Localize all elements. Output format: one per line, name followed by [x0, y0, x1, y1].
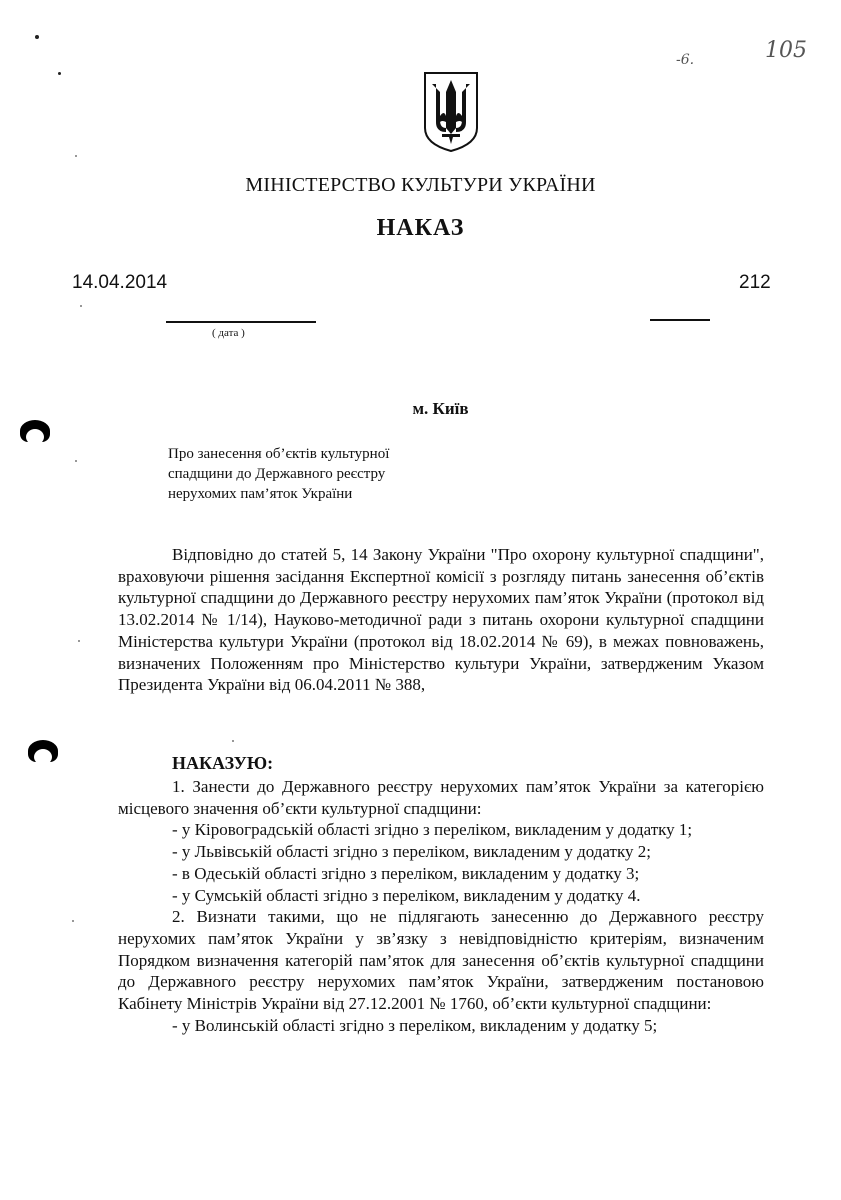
order-points	[118, 776, 764, 1036]
document-type-title: НАКАЗ	[376, 215, 465, 241]
order-heading: НАКАЗУЮ:	[172, 753, 274, 773]
order-subject	[168, 444, 389, 504]
point-1-item: - в Одеській області згідно з переліком, викладеним у додатку 3;	[172, 863, 640, 883]
scan-speck	[232, 740, 234, 742]
order-date: 14.04.2014	[72, 272, 168, 293]
date-underline	[166, 321, 316, 323]
handwritten-mark: -6.	[676, 52, 695, 68]
city-label: м. Київ	[412, 399, 469, 418]
scan-speck	[35, 35, 39, 39]
handwritten-page-number: 105	[765, 38, 807, 63]
scan-speck	[72, 920, 74, 922]
number-underline	[650, 319, 710, 321]
point-2: 2. Визнати такими, що не підлягають занесенню до Державного реєстру нерухомих пам’яток України у зв’язку з невідповідністю критеріям, визначеним Порядком визначення категорій пам’яток для занесення об’єктів культурної спадщини до Державного реєстру нерухомих пам’яток України, затвердженим постановою Кабінету Міністрів України від 27.12.2001 № 1760, об’єкти культурної спадщини:	[118, 907, 764, 1014]
date-caption: ( дата )	[212, 327, 245, 339]
subject-line: спадщини до Державного реєстру	[168, 466, 386, 482]
coat-of-arms-icon	[422, 70, 480, 154]
punch-hole-middle	[28, 740, 58, 762]
scan-speck	[78, 640, 80, 642]
scan-speck	[75, 460, 77, 462]
subject-line: нерухомих пам’яток України	[168, 486, 353, 502]
scan-speck	[58, 72, 61, 75]
point-1: 1. Занести до Державного реєстру нерухомих пам’яток України за категорією місцевого значення об’єкти культурної спадщини:	[118, 777, 764, 818]
scan-speck	[80, 305, 82, 307]
order-number: 212	[739, 272, 771, 293]
ministry-title: МІНІСТЕРСТВО КУЛЬТУРИ УКРАЇНИ	[245, 174, 596, 196]
point-1-item: - у Кіровоградській області згідно з переліком, викладеним у додатку 1;	[172, 820, 693, 840]
punch-hole-top	[20, 420, 50, 442]
point-2-item: - у Волинській області згідно з переліком, викладеним у додатку 5;	[172, 1015, 658, 1035]
subject-line: Про занесення об’єктів культурної	[168, 446, 390, 462]
preamble-paragraph	[118, 544, 764, 696]
scan-speck	[75, 155, 77, 157]
point-1-item: - у Сумській області згідно з переліком, викладеним у додатку 4.	[172, 885, 641, 905]
point-1-item: - у Львівській області згідно з переліком, викладеним у додатку 2;	[172, 842, 651, 862]
preamble-text: Відповідно до статей 5, 14 Закону України "Про охорону культурної спадщини", враховуючи рішення засідання Експертної комісії з розгляду питань занесення об’єктів культурної спадщини до Державного реєстру нерухомих пам’яток України (протокол від 13.02.2014 № 1/14), Науково-методичної ради з питань охорони культурної спадщини Міністерства культури України (протокол від 18.02.2014 № 69), в межах повноважень, визначених Положенням про Міністерство культури України, затвердженим Указом Президента України від 06.04.2011 № 388,	[118, 545, 764, 695]
